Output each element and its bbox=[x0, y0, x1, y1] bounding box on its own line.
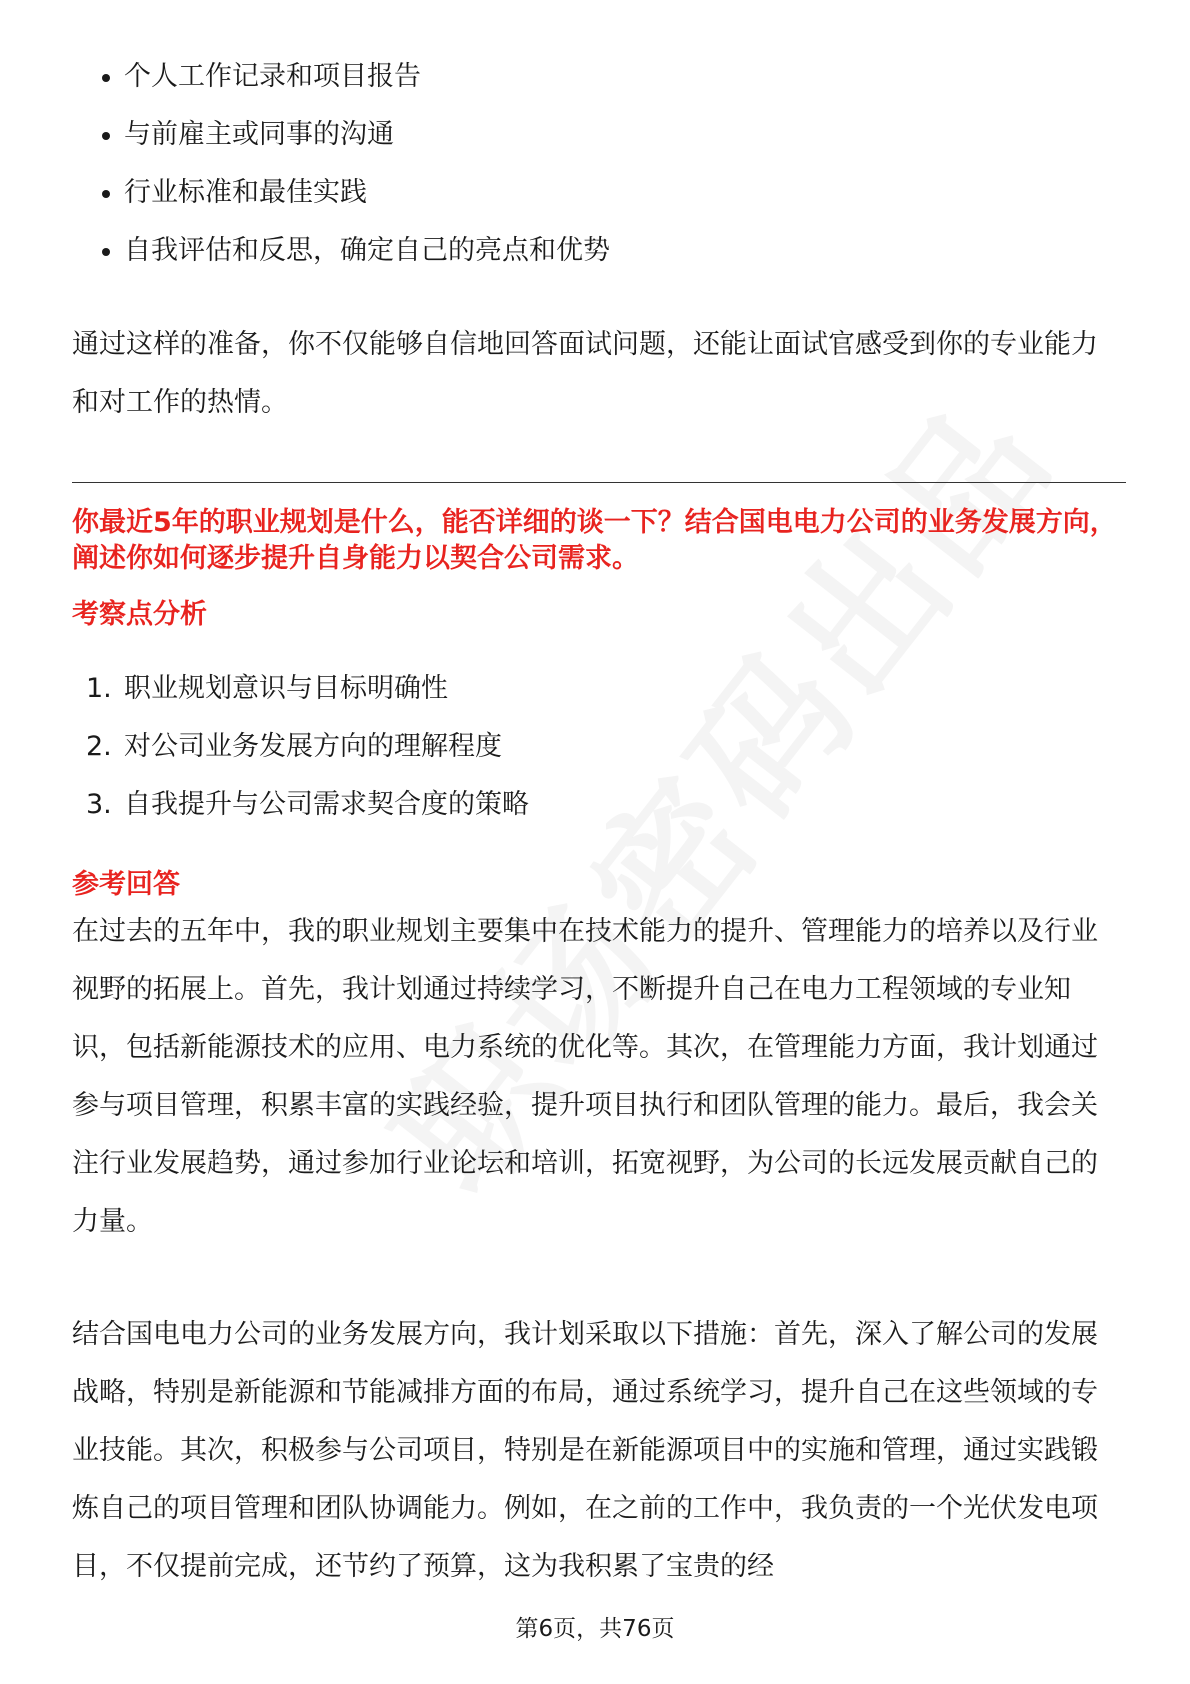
analysis-point bbox=[72, 670, 529, 728]
bullet-item: 与前雇主或同事的沟通 bbox=[72, 116, 610, 174]
analysis-point bbox=[72, 786, 529, 844]
point-number: 3. bbox=[86, 789, 112, 820]
section-divider bbox=[72, 482, 1126, 483]
intro-paragraph: 通过这样的准备，你不仅能够自信地回答面试问题，还能让面试官感受到你的专业能力和对工作的热情。 bbox=[72, 329, 1098, 418]
point-text: 职业规划意识与目标明确性 bbox=[124, 673, 448, 704]
point-text: 自我提升与公司需求契合度的策略 bbox=[124, 789, 529, 820]
interview-question: 你最近5年的职业规划是什么，能否详细的谈一下？结合国电电力公司的业务发展方向，阐述你如何逐步提升自身能力以契合公司需求。 bbox=[72, 507, 1117, 574]
answer-paragraph: 结合国电电力公司的业务发展方向，我计划采取以下措施：首先，深入了解公司的发展战略，特别是新能源和节能减排方面的布局，通过系统学习，提升自己在这些领域的专业技能。其次，积极参与公司项目，特别是在新能源项目中的实施和管理，通过实践锻炼自己的项目管理和团队协调能力。例如，在之前的工作中，我负责的一个光伏发电项目，不仅提前完成，还节约了预算，这为我积累了宝贵的经 bbox=[72, 1319, 1098, 1582]
point-number: 1. bbox=[86, 673, 112, 704]
point-text: 对公司业务发展方向的理解程度 bbox=[124, 731, 502, 762]
bullet-item: 个人工作记录和项目报告 bbox=[72, 58, 610, 116]
page-footer: 第6页，共76页 bbox=[515, 1616, 675, 1642]
bullet-item: 行业标准和最佳实践 bbox=[72, 174, 610, 232]
analysis-point bbox=[72, 728, 529, 786]
analysis-point-list bbox=[72, 670, 529, 844]
analysis-heading: 考察点分析 bbox=[72, 599, 207, 630]
bullet-item: 自我评估和反思，确定自己的亮点和优势 bbox=[72, 232, 610, 290]
answer-heading: 参考回答 bbox=[72, 869, 180, 900]
preparation-bullet-list bbox=[72, 58, 610, 290]
point-number: 2. bbox=[86, 731, 112, 762]
answer-paragraph: 在过去的五年中，我的职业规划主要集中在技术能力的提升、管理能力的培养以及行业视野的拓展上。首先，我计划通过持续学习，不断提升自己在电力工程领域的专业知识，包括新能源技术的应用、电力系统的优化等。其次，在管理能力方面，我计划通过参与项目管理，积累丰富的实践经验，提升项目执行和团队管理的能力。最后，我会关注行业发展趋势，通过参加行业论坛和培训，拓宽视野，为公司的长远发展贡献自己的力量。 bbox=[72, 916, 1098, 1237]
